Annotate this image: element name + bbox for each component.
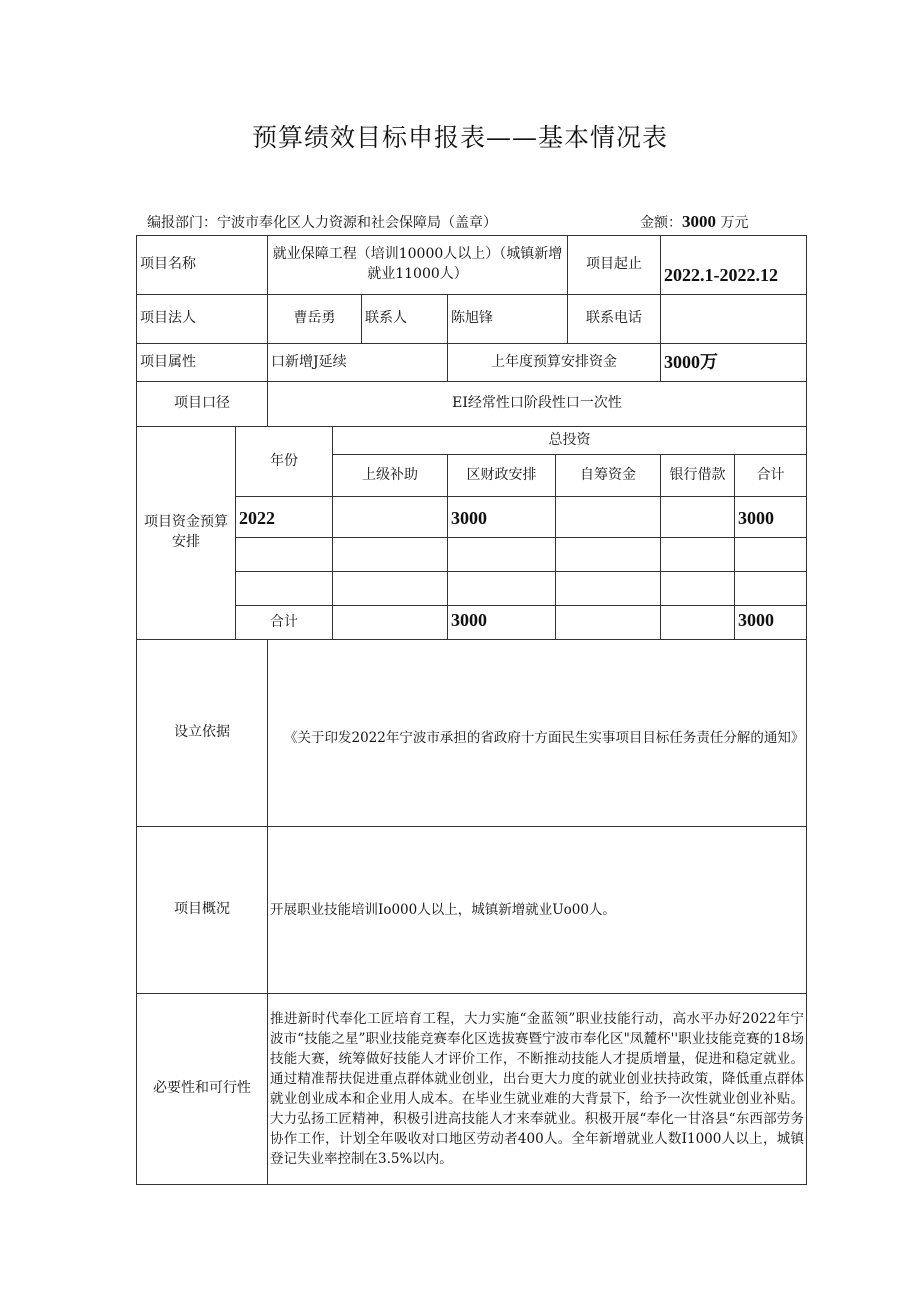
funding-cell [555, 605, 661, 640]
funding-column-header [660, 454, 735, 497]
basis-label-text: 设立依据 [174, 724, 230, 741]
funding-cell [734, 571, 807, 606]
funding-cell [447, 605, 556, 640]
funding-column-header-text: 合计 [756, 466, 785, 483]
basis-text [267, 639, 807, 827]
legal-label [136, 294, 268, 344]
caliber-label-text: 项目口径 [174, 395, 230, 412]
prev-budget-label [447, 343, 661, 382]
funding-column-header [555, 454, 661, 497]
caliber-label [136, 381, 268, 427]
phone-label-text: 联系电话 [586, 310, 642, 327]
funding-cell [332, 537, 448, 572]
legal-value [267, 294, 362, 344]
caliber-value-text: EI经常性口阶段性口一次性 [452, 395, 622, 412]
necessity-label-text: 必要性和可行性 [153, 1080, 251, 1097]
prev-budget-value-text: 3000万 [664, 351, 718, 372]
overview-text-text: 开展职业技能培训Io000人以上，城镇新增就业Uo00人。 [270, 902, 616, 918]
period-label [567, 235, 661, 295]
page-title: 预算绩效目标申报表——基本情况表 [251, 123, 668, 152]
period-value [660, 235, 807, 295]
total-investment-header-text: 总投资 [548, 431, 591, 448]
funding-cell-text: 3000 [451, 507, 487, 528]
legal-value-text: 曹岳勇 [293, 310, 336, 327]
name-value-text: 就业保障工程（培训10000人以上）（城镇新增就业11000人） [272, 246, 563, 282]
phone-value [660, 294, 807, 344]
funding-column-header [734, 454, 807, 497]
funding-cell [555, 496, 661, 538]
funding-cell [332, 571, 448, 606]
phone-label [567, 294, 661, 344]
amount [640, 212, 748, 232]
amount-value: 3000 [682, 212, 716, 231]
funding-cell [447, 496, 556, 538]
funding-column-header-text: 银行借款 [669, 466, 726, 483]
funding-cell [660, 571, 735, 606]
attr-value [267, 343, 448, 382]
funding-cell [332, 605, 448, 640]
overview-label [136, 826, 268, 994]
prev-budget-label-text: 上年度预算安排资金 [491, 353, 617, 370]
period-value-text: 2022.1-2022.12 [664, 264, 778, 285]
necessity-text-text: 推进新时代奉化工匠培育工程，大力实施“金蓝领”职业技能行动，高水平办好2022年宁波市“技能之星”职业技能竞赛奉化区选拔赛暨宁波市奉化区"凤麓杯''职业技能竞赛的18场技能大赛，统筹做好技能人才评价工作，不断推动技能人才提质增量，促进和稳定就业。通过精准帮扶促进重点群体就业创业，出台更大力度的就业创业扶持政策，降低重点群体就业创业成本和企业用人成本。在毕业生就业难的大背景下，给予一次性就业创业补贴。大力弘扬工匠精神，积极引进高技能人才来奉就业。积极开展“奉化一甘洛县“东西部劳务协作工作，计划全年吸收对口地区劳动者400人。全年新增就业人数I1000人以上，城镇登记失业率控制在3.5%以内。 [270, 1011, 804, 1167]
funding-cell-text: 3000 [738, 609, 774, 630]
funding-cell-text: 2022 [239, 507, 275, 528]
year-header [235, 426, 333, 497]
basis-label [136, 639, 268, 827]
funding-cell [660, 496, 735, 538]
funding-cell-text: 3000 [738, 507, 774, 528]
funding-cell [734, 537, 807, 572]
overview-label-text: 项目概况 [174, 901, 230, 918]
funding-cell [660, 605, 735, 640]
year-header-text: 年份 [270, 452, 298, 469]
funding-cell [660, 537, 735, 572]
overview-text [267, 826, 807, 994]
department: 编报部门：宁波市奉化区人力资源和社会保障局（盖章） [147, 215, 497, 231]
funding-cell [447, 571, 556, 606]
basis-text-text: 《关于印发2022年宁波市承担的省政府十方面民生实事项目目标任务责任分解的通知》 [284, 730, 805, 746]
funding-label [136, 426, 236, 640]
funding-cell [734, 496, 807, 538]
contact-label-text: 联系人 [365, 310, 407, 327]
name-label [136, 235, 268, 295]
funding-cell [555, 537, 661, 572]
funding-cell-text: 3000 [451, 609, 487, 630]
period-label-text: 项目起止 [586, 256, 642, 273]
attr-label-text: 项目属性 [140, 353, 196, 370]
funding-column-header-text: 自筹资金 [580, 466, 636, 483]
funding-column-header-text: 上级补助 [362, 466, 418, 483]
funding-cell [555, 571, 661, 606]
necessity-text [267, 993, 807, 1185]
funding-label-text: 项目资金预算安排 [144, 514, 228, 550]
funding-cell [332, 496, 448, 538]
amount-unit: 万元 [720, 215, 749, 231]
name-value [267, 235, 568, 295]
contact-label [361, 294, 448, 344]
amount-label: 金额： [640, 215, 682, 231]
total-investment-header [332, 426, 807, 455]
funding-cell [235, 571, 333, 606]
funding-column-header [447, 454, 556, 497]
contact-value-text: 陈旭锋 [451, 310, 493, 327]
attr-label [136, 343, 268, 382]
funding-column-header [332, 454, 448, 497]
funding-cell [235, 537, 333, 572]
funding-column-header-text: 区财政安排 [466, 466, 537, 483]
contact-value [447, 294, 568, 344]
necessity-label [136, 993, 268, 1185]
funding-cell [447, 537, 556, 572]
caliber-value [267, 381, 807, 427]
legal-label-text: 项目法人 [140, 310, 196, 327]
funding-cell [235, 605, 333, 640]
prev-budget-value [660, 343, 807, 382]
funding-cell-text: 合计 [270, 613, 298, 630]
funding-cell [734, 605, 807, 640]
attr-value-text: 口新增J延续 [271, 353, 347, 370]
name-label-text: 项目名称 [140, 256, 196, 273]
funding-cell [235, 496, 333, 538]
